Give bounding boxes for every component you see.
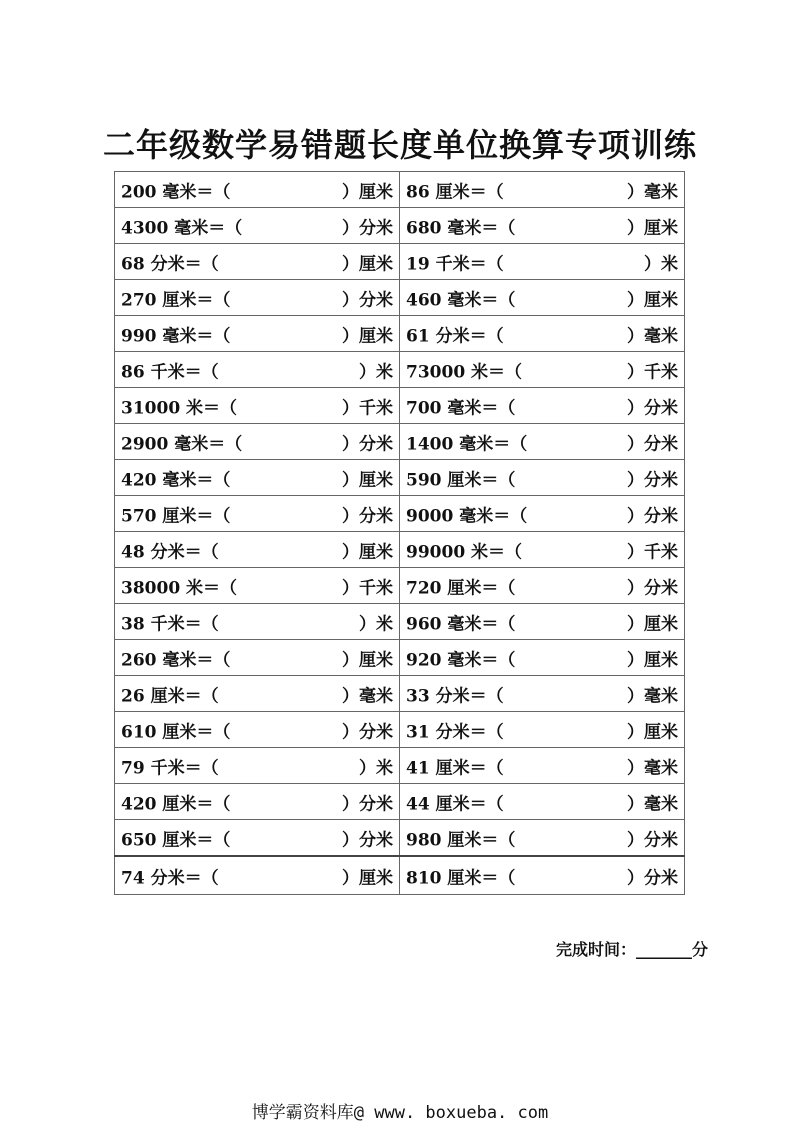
conversion-question <box>115 676 399 711</box>
answer-unit: ）毫米 <box>627 326 678 346</box>
answer-unit: ）米 <box>359 614 393 634</box>
conversion-question <box>115 280 399 315</box>
exercise-cell <box>400 748 685 784</box>
conversion-question <box>115 640 399 675</box>
question-text: 270 厘米＝（ <box>121 290 231 310</box>
conversion-question <box>400 388 684 423</box>
exercise-cell <box>115 712 400 748</box>
answer-unit: ）厘米 <box>627 650 678 670</box>
question-text: 610 厘米＝（ <box>121 722 231 742</box>
question-text: 38000 米＝（ <box>121 578 238 598</box>
exercise-cell <box>400 568 685 604</box>
exercise-cell <box>115 388 400 424</box>
question-text: 460 毫米＝（ <box>406 290 516 310</box>
question-text: 44 厘米＝（ <box>406 794 504 814</box>
conversion-question <box>115 857 399 894</box>
exercise-cell <box>115 820 400 857</box>
question-text: 26 厘米＝（ <box>121 686 219 706</box>
question-text: 1400 毫米＝（ <box>406 434 528 454</box>
exercise-row <box>115 172 685 208</box>
answer-unit: ）毫米 <box>627 758 678 778</box>
answer-unit: ）分米 <box>627 578 678 598</box>
exercise-cell <box>400 712 685 748</box>
answer-unit: ）分米 <box>627 434 678 454</box>
conversion-question <box>115 496 399 531</box>
exercise-cell <box>400 460 685 496</box>
question-text: 960 毫米＝（ <box>406 614 516 634</box>
question-text: 86 千米＝（ <box>121 362 219 382</box>
exercise-cell <box>115 172 400 208</box>
question-text: 700 毫米＝（ <box>406 398 516 418</box>
answer-unit: ）厘米 <box>342 542 393 562</box>
answer-unit: ）分米 <box>342 434 393 454</box>
answer-unit: ）分米 <box>342 218 393 238</box>
exercise-row <box>115 460 685 496</box>
exercise-cell <box>400 784 685 820</box>
exercise-row <box>115 388 685 424</box>
conversion-question <box>400 208 684 243</box>
exercise-row <box>115 280 685 316</box>
question-text: 68 分米＝（ <box>121 254 219 274</box>
conversion-question <box>400 172 684 207</box>
question-text: 99000 米＝（ <box>406 542 523 562</box>
exercise-row <box>115 244 685 280</box>
exercise-table-body <box>115 172 685 895</box>
answer-unit: ）厘米 <box>627 614 678 634</box>
exercise-cell <box>115 568 400 604</box>
answer-unit: ）千米 <box>627 542 678 562</box>
question-text: 33 分米＝（ <box>406 686 504 706</box>
answer-unit: ）分米 <box>627 830 678 850</box>
exercise-row <box>115 748 685 784</box>
question-text: 86 厘米＝（ <box>406 182 504 202</box>
conversion-question <box>400 712 684 747</box>
exercise-row <box>115 676 685 712</box>
conversion-question <box>400 460 684 495</box>
conversion-question <box>400 604 684 639</box>
question-text: 260 毫米＝（ <box>121 650 231 670</box>
exercise-row <box>115 640 685 676</box>
exercise-row <box>115 352 685 388</box>
question-text: 720 厘米＝（ <box>406 578 516 598</box>
exercise-cell <box>400 676 685 712</box>
answer-unit: ）米 <box>644 254 678 274</box>
exercise-cell <box>115 244 400 280</box>
answer-unit: ）毫米 <box>627 686 678 706</box>
conversion-question <box>115 208 399 243</box>
answer-unit: ）分米 <box>627 470 678 490</box>
question-text: 200 毫米＝（ <box>121 182 231 202</box>
conversion-question <box>115 172 399 207</box>
exercise-cell <box>400 388 685 424</box>
answer-unit: ）分米 <box>627 868 678 888</box>
conversion-question <box>115 424 399 459</box>
answer-unit: ）毫米 <box>627 182 678 202</box>
question-text: 680 毫米＝（ <box>406 218 516 238</box>
conversion-question <box>400 280 684 315</box>
conversion-question <box>115 532 399 567</box>
exercise-cell <box>115 640 400 676</box>
page-title: 二年级数学易错题长度单位换算专项训练 <box>102 126 697 164</box>
completion-time-label: 完成时间：_______分 <box>555 940 708 959</box>
exercise-cell <box>400 352 685 388</box>
answer-unit: ）厘米 <box>342 254 393 274</box>
conversion-question <box>400 820 684 855</box>
question-text: 980 厘米＝（ <box>406 830 516 850</box>
exercise-row <box>115 208 685 244</box>
conversion-question <box>400 532 684 567</box>
exercise-cell <box>115 532 400 568</box>
question-text: 590 厘米＝（ <box>406 470 516 490</box>
answer-unit: ）分米 <box>342 290 393 310</box>
exercise-cell <box>400 856 685 895</box>
answer-unit: ）分米 <box>627 398 678 418</box>
answer-unit: ）毫米 <box>342 686 393 706</box>
exercise-table <box>114 171 685 895</box>
question-text: 2900 毫米＝（ <box>121 434 243 454</box>
conversion-question <box>115 712 399 747</box>
conversion-question <box>400 784 684 819</box>
question-text: 38 千米＝（ <box>121 614 219 634</box>
question-text: 420 厘米＝（ <box>121 794 231 814</box>
conversion-question <box>400 640 684 675</box>
exercise-cell <box>400 604 685 640</box>
answer-unit: ）分米 <box>342 830 393 850</box>
answer-unit: ）厘米 <box>342 868 393 888</box>
exercise-cell <box>400 172 685 208</box>
answer-unit: ）米 <box>359 362 393 382</box>
answer-unit: ）分米 <box>627 506 678 526</box>
question-text: 73000 米＝（ <box>406 362 523 382</box>
exercise-cell <box>400 532 685 568</box>
conversion-question <box>115 352 399 387</box>
exercise-row <box>115 856 685 895</box>
answer-unit: ）千米 <box>342 578 393 598</box>
conversion-question <box>400 352 684 387</box>
exercise-cell <box>115 856 400 895</box>
conversion-question <box>115 388 399 423</box>
question-text: 990 毫米＝（ <box>121 326 231 346</box>
question-text: 810 厘米＝（ <box>406 868 516 888</box>
conversion-question <box>400 857 684 894</box>
exercise-row <box>115 604 685 640</box>
answer-unit: ）米 <box>359 758 393 778</box>
answer-unit: ）厘米 <box>342 326 393 346</box>
conversion-question <box>115 460 399 495</box>
exercise-cell <box>400 820 685 857</box>
question-text: 420 毫米＝（ <box>121 470 231 490</box>
answer-unit: ）厘米 <box>627 290 678 310</box>
exercise-cell <box>115 460 400 496</box>
exercise-row <box>115 424 685 460</box>
answer-unit: ）厘米 <box>627 722 678 742</box>
answer-unit: ）千米 <box>627 362 678 382</box>
question-text: 650 厘米＝（ <box>121 830 231 850</box>
question-text: 74 分米＝（ <box>121 868 219 888</box>
exercise-cell <box>115 316 400 352</box>
exercise-cell <box>115 208 400 244</box>
question-text: 41 厘米＝（ <box>406 758 504 778</box>
exercise-cell <box>400 640 685 676</box>
exercise-row <box>115 496 685 532</box>
exercise-cell <box>115 784 400 820</box>
answer-unit: ）毫米 <box>627 794 678 814</box>
question-text: 31000 米＝（ <box>121 398 238 418</box>
exercise-cell <box>115 424 400 460</box>
conversion-question <box>115 604 399 639</box>
answer-unit: ）分米 <box>342 722 393 742</box>
exercise-row <box>115 532 685 568</box>
answer-unit: ）分米 <box>342 506 393 526</box>
exercise-cell <box>400 424 685 460</box>
question-text: 9000 毫米＝（ <box>406 506 528 526</box>
conversion-question <box>115 748 399 783</box>
exercise-row <box>115 784 685 820</box>
answer-unit: ）厘米 <box>342 650 393 670</box>
conversion-question <box>400 316 684 351</box>
question-text: 61 分米＝（ <box>406 326 504 346</box>
conversion-question <box>400 568 684 603</box>
exercise-cell <box>115 748 400 784</box>
question-text: 19 千米＝（ <box>406 254 504 274</box>
exercise-cell <box>115 352 400 388</box>
conversion-question <box>400 244 684 279</box>
exercise-cell <box>400 496 685 532</box>
conversion-question <box>115 784 399 819</box>
exercise-cell <box>400 280 685 316</box>
question-text: 48 分米＝（ <box>121 542 219 562</box>
conversion-question <box>115 316 399 351</box>
exercise-row <box>115 568 685 604</box>
exercise-cell <box>115 604 400 640</box>
watermark-text: 博学霸资料库@ www. boxueba. com <box>251 1103 549 1123</box>
question-text: 4300 毫米＝（ <box>121 218 243 238</box>
conversion-question <box>400 496 684 531</box>
conversion-question <box>115 820 399 855</box>
conversion-question <box>115 568 399 603</box>
exercise-cell <box>400 316 685 352</box>
conversion-question <box>400 748 684 783</box>
question-text: 920 毫米＝（ <box>406 650 516 670</box>
exercise-row <box>115 820 685 857</box>
exercise-cell <box>400 208 685 244</box>
exercise-cell <box>115 496 400 532</box>
answer-unit: ）分米 <box>342 794 393 814</box>
exercise-cell <box>115 676 400 712</box>
exercise-row <box>115 712 685 748</box>
exercise-cell <box>400 244 685 280</box>
question-text: 31 分米＝（ <box>406 722 504 742</box>
answer-unit: ）厘米 <box>342 182 393 202</box>
conversion-question <box>400 676 684 711</box>
question-text: 570 厘米＝（ <box>121 506 231 526</box>
answer-unit: ）千米 <box>342 398 393 418</box>
answer-unit: ）厘米 <box>342 470 393 490</box>
question-text: 79 千米＝（ <box>121 758 219 778</box>
exercise-cell <box>115 280 400 316</box>
conversion-question <box>400 424 684 459</box>
exercise-row <box>115 316 685 352</box>
answer-unit: ）厘米 <box>627 218 678 238</box>
conversion-question <box>115 244 399 279</box>
